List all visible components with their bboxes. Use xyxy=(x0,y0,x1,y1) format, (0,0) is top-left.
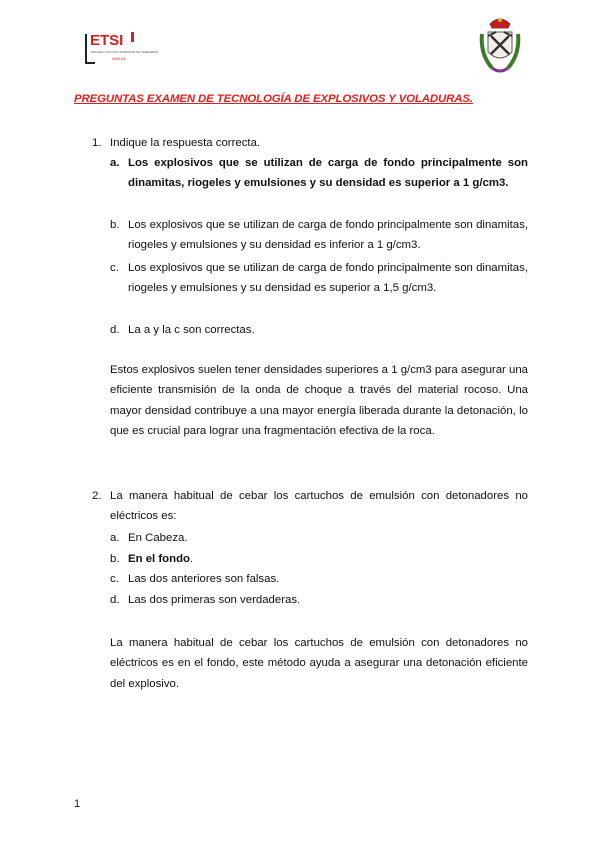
option-text: En el fondo xyxy=(128,553,191,565)
etsi-logo-place: HUELVA xyxy=(112,57,126,61)
option-letter: b. xyxy=(110,219,120,231)
page-number: 1 xyxy=(74,798,81,810)
option-letter: c. xyxy=(110,573,119,585)
question-2-option-a xyxy=(110,528,528,548)
question-2-text: La manera habitual de cebar los cartuchos de emulsión con detonadores no eléctricos es: xyxy=(110,490,528,523)
question-1-option-d xyxy=(110,320,528,340)
question-1-number: 1. xyxy=(92,137,102,149)
question-1-option-a xyxy=(110,153,528,194)
question-1-explanation: Estos explosivos suelen tener densidades superiores a 1 g/cm3 para asegurar una eficiente transmisión de la onda de choque a través del material rocoso. Una mayor densidad contribuye a una mayor energía liberada durante la detonación, lo que es crucial para lograr una fragmentación efectiva de la roca. xyxy=(110,364,528,438)
etsi-logo-subtitle: ESCUELA TÉCNICA SUPERIOR DE INGENIERÍA xyxy=(91,50,159,54)
etsi-logo-text: ETSI xyxy=(90,32,124,49)
question-2-explanation: La manera habitual de cebar los cartuchos de emulsión con detonadores no eléctricos es en el fondo, este método ayuda a asegurar una detonación eficiente del explosivo. xyxy=(110,637,528,690)
option-text: Las dos anteriores son falsas. xyxy=(128,573,280,585)
option-letter: a. xyxy=(110,157,120,169)
question-2-option-d xyxy=(110,590,528,610)
option-letter: b. xyxy=(110,553,120,565)
option-text: Las dos primeras son verdaderas. xyxy=(128,594,301,606)
option-text: Los explosivos que se utilizan de carga de fondo principalmente son dinamitas, riogeles y emulsiones y su densidad es superior a 1,5 g/cm3. xyxy=(128,262,528,295)
question-1-option-b xyxy=(110,215,528,256)
option-text: En Cabeza. xyxy=(128,532,188,544)
question-2-option-c xyxy=(110,569,528,589)
question-1-text: Indique la respuesta correcta. xyxy=(110,137,261,149)
option-letter: d. xyxy=(110,324,120,336)
etsi-logo xyxy=(84,28,159,70)
option-suffix: . xyxy=(190,553,194,565)
option-letter: a. xyxy=(110,532,120,544)
document-title: PREGUNTAS EXAMEN DE TECNOLOGÍA DE EXPLOSIVOS Y VOLADURAS. xyxy=(74,93,473,105)
option-letter: c. xyxy=(110,262,119,274)
option-text: Los explosivos que se utilizan de carga de fondo principalmente son dinamitas, riogeles y emulsiones y su densidad es superior a 1 g/cm3. xyxy=(128,157,528,190)
crest-emblem xyxy=(476,14,524,76)
question-2-number: 2. xyxy=(92,490,102,502)
option-letter: d. xyxy=(110,594,120,606)
option-text: La a y la c son correctas. xyxy=(128,324,255,336)
option-text: Los explosivos que se utilizan de carga de fondo principalmente son dinamitas, riogeles y emulsiones y su densidad es inferior a 1 g/cm3. xyxy=(128,219,528,252)
question-2-option-b xyxy=(110,549,528,569)
question-1-option-c xyxy=(110,258,528,299)
